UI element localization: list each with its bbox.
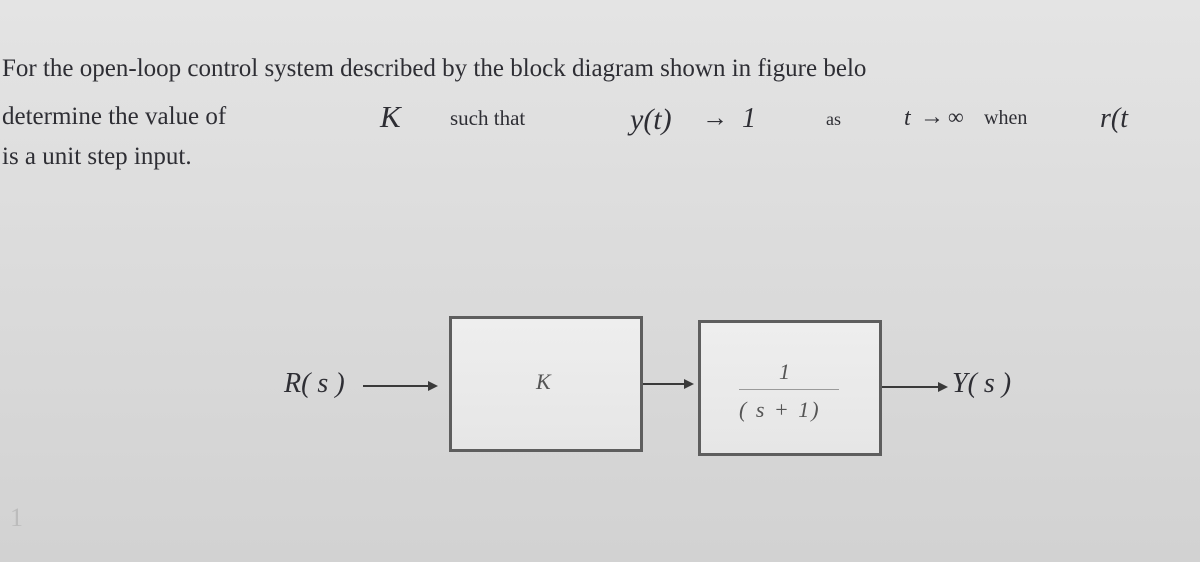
right-arrow-icon-2: → (920, 104, 944, 130)
plant-denominator: ( s + 1) (739, 397, 821, 422)
time-variable-t: t (904, 105, 911, 131)
input-wire (363, 385, 433, 387)
output-wire (882, 386, 944, 388)
value-one: 1 (742, 103, 756, 134)
variable-k: K (380, 99, 401, 134)
input-signal-label: R( s ) (284, 368, 345, 399)
problem-line-2 (2, 99, 1200, 136)
page-number: 1 (10, 503, 23, 532)
problem-line-3-text: is a unit step input. (2, 143, 192, 170)
input-function-r: r(t (1100, 103, 1128, 134)
right-arrow-icon: → (702, 103, 728, 132)
problem-line-1 (2, 55, 866, 83)
problem-line-2-text-b: such that (450, 106, 526, 130)
infinity-symbol: ∞ (948, 104, 964, 129)
problem-line-1-text: For the open-loop control system described by the block diagram shown in figure belo (2, 55, 867, 82)
plant-fraction-bar (739, 389, 839, 390)
gain-block-label: K (536, 369, 551, 394)
problem-line-2-when: when (984, 107, 1028, 129)
output-arrow-icon (938, 382, 948, 392)
problem-line-3 (2, 143, 192, 171)
problem-line-2-as: as (826, 109, 841, 129)
plant-block (698, 320, 882, 456)
gain-block-k (449, 316, 643, 452)
connecting-wire (643, 383, 688, 385)
input-arrow-icon (428, 381, 438, 391)
output-function-y: y(t) (630, 103, 672, 136)
problem-line-2-text-a: determine the value of (2, 103, 227, 130)
connecting-arrow-icon (684, 379, 694, 389)
plant-numerator: 1 (779, 359, 790, 384)
output-signal-label: Y( s ) (952, 368, 1012, 399)
